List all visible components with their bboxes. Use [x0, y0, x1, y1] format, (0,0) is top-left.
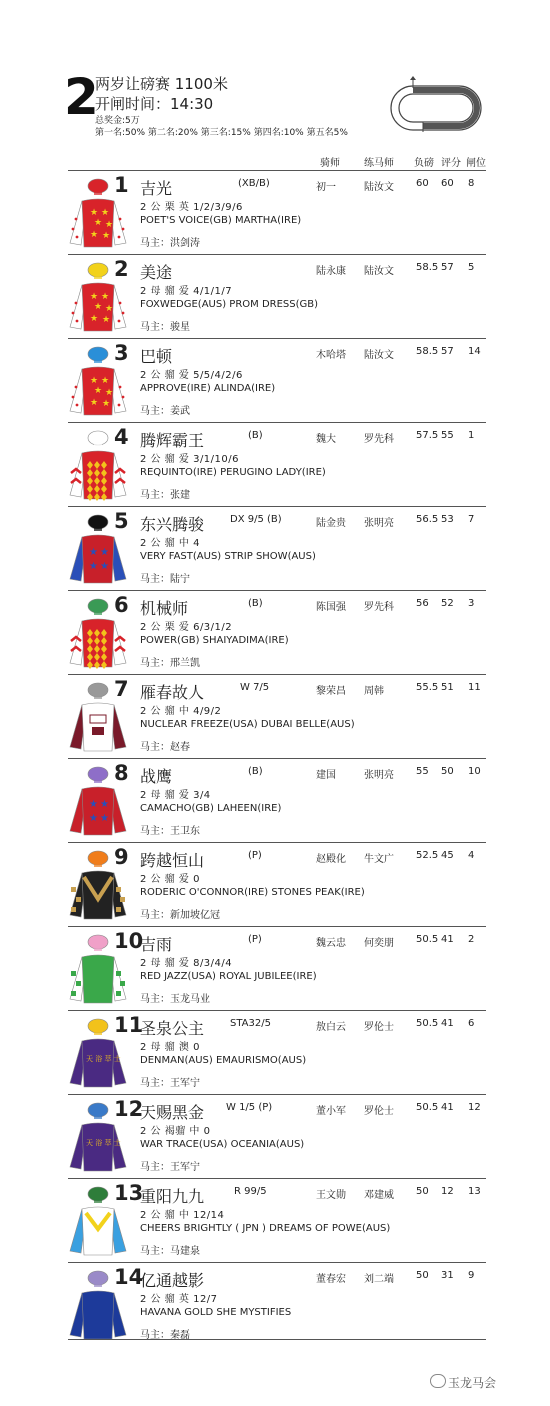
- horse-info: 2 公 骝 英 12/7: [140, 1294, 218, 1305]
- svg-text:★: ★: [100, 799, 109, 810]
- barrier-draw: 10: [468, 766, 481, 777]
- svg-text:★: ★: [89, 561, 98, 572]
- trainer-name: 罗先科: [364, 434, 394, 445]
- horse-name: 吉光: [140, 179, 173, 198]
- rating: 53: [441, 514, 454, 525]
- equipment-mark: W 7/5: [240, 682, 270, 693]
- svg-text:★: ★: [100, 813, 109, 824]
- runner-number: 13: [114, 1181, 144, 1205]
- carried-weight: 57.5: [416, 430, 439, 441]
- trainer-name: 刘二端: [364, 1274, 394, 1285]
- equipment-mark: (P): [248, 934, 262, 945]
- owner: 马主：洪剑涛: [140, 238, 200, 249]
- owner: 马主：姜武: [140, 406, 190, 417]
- carried-weight: 50: [416, 1270, 429, 1281]
- pedigree: RED JAZZ(USA) ROYAL JUBILEE(IRE): [140, 971, 317, 982]
- svg-text:★: ★: [105, 220, 114, 230]
- horse-info: 2 母 骝 爱 8/3/4/4: [140, 958, 233, 969]
- svg-text:★: ★: [102, 231, 111, 241]
- rating: 60: [441, 178, 454, 189]
- equipment-mark: (B): [248, 766, 263, 777]
- barrier-draw: 13: [468, 1186, 481, 1197]
- owner: 马主：马建泉: [140, 1246, 200, 1257]
- svg-text:★: ★: [101, 208, 110, 218]
- rating: 52: [441, 598, 454, 609]
- horse-info: 2 公 褐骝 中 0: [140, 1126, 211, 1137]
- horse-info: 2 公 骝 中 4/9/2: [140, 706, 222, 717]
- horse-name: 亿通越影: [140, 1271, 205, 1290]
- carried-weight: 58.5: [416, 346, 439, 357]
- runner-number: 14: [114, 1265, 144, 1289]
- runner-row: [68, 1010, 486, 1095]
- owner: 马主：赵春: [140, 742, 190, 753]
- col-rating: 评分: [441, 158, 461, 169]
- rating: 41: [441, 1102, 454, 1113]
- equipment-mark: R 99/5: [234, 1186, 267, 1197]
- jockey-name: 魏大: [316, 434, 336, 445]
- rating: 55: [441, 430, 454, 441]
- pedigree: WAR TRACE(USA) OCEANIA(AUS): [140, 1139, 305, 1150]
- owner: 马主：王军宁: [140, 1162, 200, 1173]
- jockey-name: 王文勋: [316, 1190, 346, 1201]
- race-name: 两岁让磅赛 1100米: [95, 75, 228, 93]
- svg-text:★: ★: [89, 799, 98, 810]
- horse-name: 东兴腾骏: [140, 515, 205, 534]
- runner-number: 9: [114, 845, 129, 869]
- svg-text:★: ★: [105, 304, 114, 314]
- svg-text:★: ★: [94, 302, 103, 312]
- jockey-name: 魏云忠: [316, 938, 346, 949]
- jockey-name: 木哈塔: [316, 350, 346, 361]
- rating: 45: [441, 850, 454, 861]
- owner: 马主：玉龙马业: [140, 994, 210, 1005]
- jockey-name: 敖白云: [316, 1022, 346, 1033]
- carried-weight: 50.5: [416, 1102, 439, 1113]
- runner-row: [68, 1094, 486, 1179]
- jockey-name: 初一: [316, 182, 336, 193]
- svg-text:★: ★: [100, 561, 109, 572]
- runner-row: [68, 338, 486, 423]
- horse-name: 重阳九九: [140, 1187, 205, 1206]
- svg-text:★: ★: [105, 388, 114, 398]
- svg-text:★: ★: [90, 398, 99, 408]
- runner-number: 5: [114, 509, 129, 533]
- rating: 57: [441, 346, 454, 357]
- runner-number: 2: [114, 257, 129, 281]
- horse-info: 2 公 骝 爱 5/5/4/2/6: [140, 370, 243, 381]
- col-weight: 负磅: [414, 158, 434, 169]
- svg-text:天 浴 萃 士: 天 浴 萃 士: [86, 1139, 121, 1147]
- barrier-draw: 12: [468, 1102, 481, 1113]
- equipment-mark: STA32/5: [230, 1018, 271, 1029]
- pedigree: FOXWEDGE(AUS) PROM DRESS(GB): [140, 299, 319, 310]
- pedigree: DENMAN(AUS) EMAURISMO(AUS): [140, 1055, 307, 1066]
- jockey-name: 陈国强: [316, 602, 346, 613]
- barrier-draw: 5: [468, 262, 475, 273]
- owner: 马主：张建: [140, 490, 190, 501]
- carried-weight: 50: [416, 1186, 429, 1197]
- column-headers: [0, 152, 550, 170]
- owner: 马主：骏星: [140, 322, 190, 333]
- horse-info: 2 公 骝 中 12/14: [140, 1210, 225, 1221]
- jockey-name: 黎荣昌: [316, 686, 346, 697]
- trainer-name: 何奕朋: [364, 938, 394, 949]
- trainer-name: 张明亮: [364, 770, 394, 781]
- pedigree: NUCLEAR FREEZE(USA) DUBAI BELLE(AUS): [140, 719, 355, 730]
- runner-row: [68, 254, 486, 339]
- race-start-time: 开闸时间：14:30: [95, 95, 214, 113]
- runner-number: 10: [114, 929, 144, 953]
- pedigree: POWER(GB) SHAIYADIMA(IRE): [140, 635, 289, 646]
- svg-text:★: ★: [101, 376, 110, 386]
- equipment-mark: DX 9/5 (B): [230, 514, 282, 525]
- barrier-draw: 7: [468, 514, 475, 525]
- pedigree: HAVANA GOLD SHE MYSTIFIES: [140, 1307, 292, 1318]
- trainer-name: 牛文广: [364, 854, 394, 865]
- horse-name: 机械师: [140, 599, 189, 618]
- watermark: 玉龙马会: [448, 1376, 497, 1390]
- svg-text:★: ★: [90, 208, 99, 218]
- runner-row: [68, 674, 486, 759]
- runner-number: 7: [114, 677, 129, 701]
- pedigree: CHEERS BRIGHTLY ( JPN ) DREAMS OF POWE(AUS): [140, 1223, 391, 1234]
- svg-text:★: ★: [101, 292, 110, 302]
- pedigree: VERY FAST(AUS) STRIP SHOW(AUS): [140, 551, 316, 562]
- horse-info: 2 母 骝 澳 0: [140, 1042, 200, 1053]
- barrier-draw: 6: [468, 1018, 475, 1029]
- runner-row: [68, 170, 486, 255]
- col-draw: 闸位: [466, 158, 486, 169]
- trainer-name: 陆汝文: [364, 266, 394, 277]
- pedigree: CAMACHO(GB) LAHEEN(IRE): [140, 803, 282, 814]
- pedigree: RODERIC O'CONNOR(IRE) STONES PEAK(IRE): [140, 887, 365, 898]
- trainer-name: 周韩: [364, 686, 384, 697]
- horse-name: 战鹰: [140, 767, 173, 786]
- trainer-name: 邓建威: [364, 1190, 394, 1201]
- equipment-mark: (XB/B): [238, 178, 270, 189]
- runner-row: [68, 590, 486, 675]
- jockey-name: 赵殿化: [316, 854, 346, 865]
- rating: 50: [441, 766, 454, 777]
- runner-number: 12: [114, 1097, 144, 1121]
- rating: 57: [441, 262, 454, 273]
- runner-number: 11: [114, 1013, 144, 1037]
- horse-name: 雁春故人: [140, 683, 205, 702]
- trainer-name: 陆汝文: [364, 350, 394, 361]
- owner: 马主：新加坡亿冠: [140, 910, 220, 921]
- svg-text:天 浴 萃 士: 天 浴 萃 士: [86, 1055, 121, 1063]
- trainer-name: 张明亮: [364, 518, 394, 529]
- barrier-draw: 1: [468, 430, 475, 441]
- barrier-draw: 8: [468, 178, 475, 189]
- barrier-draw: 9: [468, 1270, 475, 1281]
- carried-weight: 56: [416, 598, 429, 609]
- pedigree: APPROVE(IRE) ALINDA(IRE): [140, 383, 276, 394]
- runner-number: 3: [114, 341, 129, 365]
- track-diagram: [373, 72, 483, 132]
- owner: 马主：王军宁: [140, 1078, 200, 1089]
- svg-text:★: ★: [90, 376, 99, 386]
- horse-name: 圣泉公主: [140, 1019, 205, 1038]
- runner-row: [68, 422, 486, 507]
- jockey-name: 建国: [316, 770, 336, 781]
- rating: 12: [441, 1186, 454, 1197]
- equipment-mark: (P): [248, 850, 262, 861]
- carried-weight: 55.5: [416, 682, 439, 693]
- horse-name: 天赐黑金: [140, 1103, 205, 1122]
- carried-weight: 50.5: [416, 1018, 439, 1029]
- col-jockey: 骑师: [320, 158, 340, 169]
- jockey-name: 董小军: [316, 1106, 346, 1117]
- barrier-draw: 11: [468, 682, 481, 693]
- rating: 51: [441, 682, 454, 693]
- svg-text:★: ★: [89, 547, 98, 558]
- svg-text:★: ★: [89, 813, 98, 824]
- carried-weight: 52.5: [416, 850, 439, 861]
- wechat-icon: [430, 1374, 446, 1388]
- svg-text:★: ★: [100, 547, 109, 558]
- rating: 41: [441, 934, 454, 945]
- svg-text:★: ★: [94, 386, 103, 396]
- prize-split: 第一名:50% 第二名:20% 第三名:15% 第四名:10% 第五名5%: [95, 128, 348, 138]
- trainer-name: 罗伦士: [364, 1022, 394, 1033]
- svg-text:★: ★: [90, 230, 99, 240]
- runner-row: [68, 758, 486, 843]
- equipment-mark: (B): [248, 430, 263, 441]
- race-number: 2: [64, 68, 99, 126]
- horse-info: 2 母 骝 爱 3/4: [140, 790, 211, 801]
- rating: 41: [441, 1018, 454, 1029]
- svg-text:★: ★: [102, 399, 111, 409]
- svg-text:★: ★: [90, 292, 99, 302]
- trainer-name: 陆汝文: [364, 182, 394, 193]
- horse-name: 腾辉霸王: [140, 431, 205, 450]
- equipment-mark: (B): [248, 598, 263, 609]
- barrier-draw: 4: [468, 850, 475, 861]
- runner-row: [68, 926, 486, 1011]
- carried-weight: 60: [416, 178, 429, 189]
- svg-text:★: ★: [102, 315, 111, 325]
- barrier-draw: 14: [468, 346, 481, 357]
- jockey-name: 陆永康: [316, 266, 346, 277]
- owner: 马主：陆宁: [140, 574, 190, 585]
- runner-row: [68, 1178, 486, 1263]
- runner-row: [68, 1262, 486, 1347]
- horse-info: 2 公 栗 爱 6/3/1/2: [140, 622, 233, 633]
- trainer-name: 罗先科: [364, 602, 394, 613]
- barrier-draw: 2: [468, 934, 475, 945]
- jockey-name: 陆金贵: [316, 518, 346, 529]
- svg-text:★: ★: [94, 218, 103, 228]
- col-trainer: 练马师: [364, 158, 394, 169]
- runner-row: [68, 506, 486, 591]
- runner-number: 6: [114, 593, 129, 617]
- pedigree: POET'S VOICE(GB) MARTHA(IRE): [140, 215, 302, 226]
- equipment-mark: W 1/5 (P): [226, 1102, 273, 1113]
- horse-info: 2 母 骝 爱 4/1/1/7: [140, 286, 233, 297]
- runner-number: 4: [114, 425, 129, 449]
- runner-row: [68, 842, 486, 927]
- horse-info: 2 公 骝 中 4: [140, 538, 200, 549]
- horse-info: 2 公 骝 爱 0: [140, 874, 200, 885]
- horse-name: 美途: [140, 263, 173, 282]
- runner-number: 1: [114, 173, 129, 197]
- horse-info: 2 公 骝 爱 3/1/10/6: [140, 454, 239, 465]
- race-purse: 总奖金:5万: [95, 116, 140, 126]
- horse-info: 2 公 栗 英 1/2/3/9/6: [140, 202, 243, 213]
- rating: 31: [441, 1270, 454, 1281]
- carried-weight: 58.5: [416, 262, 439, 273]
- race-header: [0, 0, 550, 150]
- runner-number: 8: [114, 761, 129, 785]
- pedigree: REQUINTO(IRE) PERUGINO LADY(IRE): [140, 467, 326, 478]
- carried-weight: 55: [416, 766, 429, 777]
- carried-weight: 50.5: [416, 934, 439, 945]
- horse-name: 巴顿: [140, 347, 173, 366]
- trainer-name: 罗伦士: [364, 1106, 394, 1117]
- owner: 马主：王卫东: [140, 826, 200, 837]
- list-bottom-divider: [68, 1339, 486, 1340]
- horse-name: 跨越恒山: [140, 851, 205, 870]
- owner: 马主：秦磊: [140, 1330, 190, 1341]
- barrier-draw: 3: [468, 598, 475, 609]
- owner: 马主：邢兰凯: [140, 658, 200, 669]
- horse-name: 吉雨: [140, 935, 173, 954]
- jockey-name: 董春宏: [316, 1274, 346, 1285]
- svg-text:★: ★: [90, 314, 99, 324]
- carried-weight: 56.5: [416, 514, 439, 525]
